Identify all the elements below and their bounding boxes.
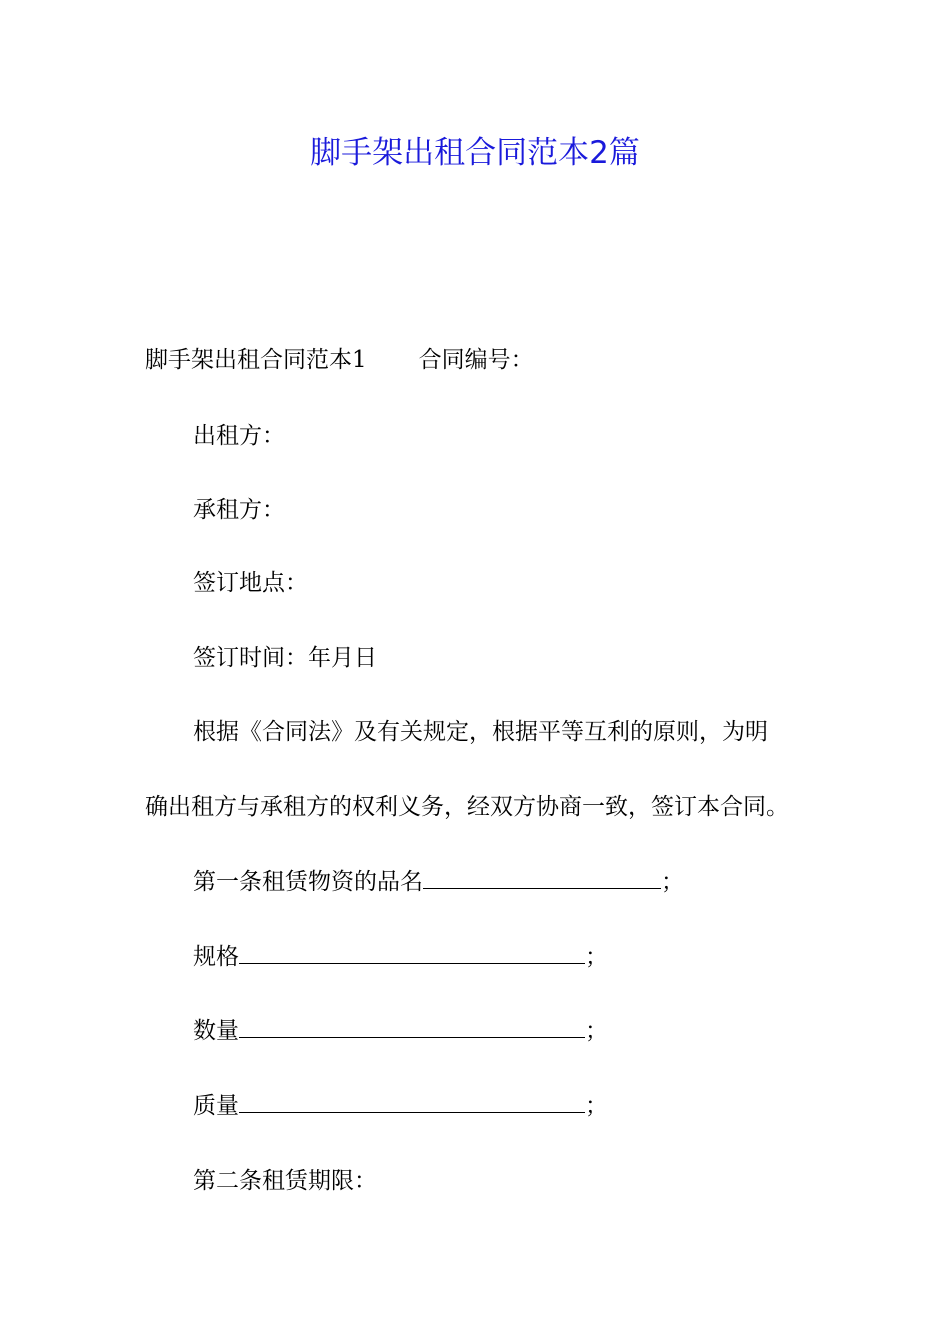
quality-line (193, 1086, 608, 1126)
semicolon: ； (661, 869, 684, 895)
article1-item-name-line (193, 862, 684, 902)
spec-label: 规格 (193, 944, 239, 970)
quality-label: 质量 (193, 1093, 239, 1119)
semicolon: ； (585, 944, 608, 970)
semicolon: ； (585, 1093, 608, 1119)
article2-lease-term: 第二条租赁期限： (193, 1168, 377, 1194)
quantity-line (193, 1011, 608, 1051)
item-name-blank (423, 862, 661, 889)
lessee-label: 承租方： (193, 497, 285, 523)
lessor-label: 出租方： (193, 423, 285, 449)
quantity-label: 数量 (193, 1018, 239, 1044)
contract-number-label: 合同编号： (418, 347, 534, 373)
document-title: 脚手架出租合同范本2篇 (310, 135, 640, 171)
spec-blank (239, 937, 585, 964)
contract-heading-line (145, 340, 534, 380)
contract-heading: 脚手架出租合同范本1 (145, 347, 367, 373)
signing-place-label: 签订地点： (193, 570, 308, 596)
intro-paragraph-line-2: 确出租方与承租方的权利义务，经双方协商一致，签订本合同。 (145, 794, 789, 820)
signing-time-label: 签订时间：年月日 (193, 645, 377, 671)
quantity-blank (239, 1011, 585, 1038)
article1-item-name-label: 第一条租赁物资的品名 (193, 869, 423, 895)
quality-blank (239, 1086, 585, 1113)
intro-paragraph-line-1: 根据《合同法》及有关规定，根据平等互利的原则，为明 (193, 719, 768, 745)
spec-line (193, 937, 608, 977)
semicolon: ； (585, 1018, 608, 1044)
